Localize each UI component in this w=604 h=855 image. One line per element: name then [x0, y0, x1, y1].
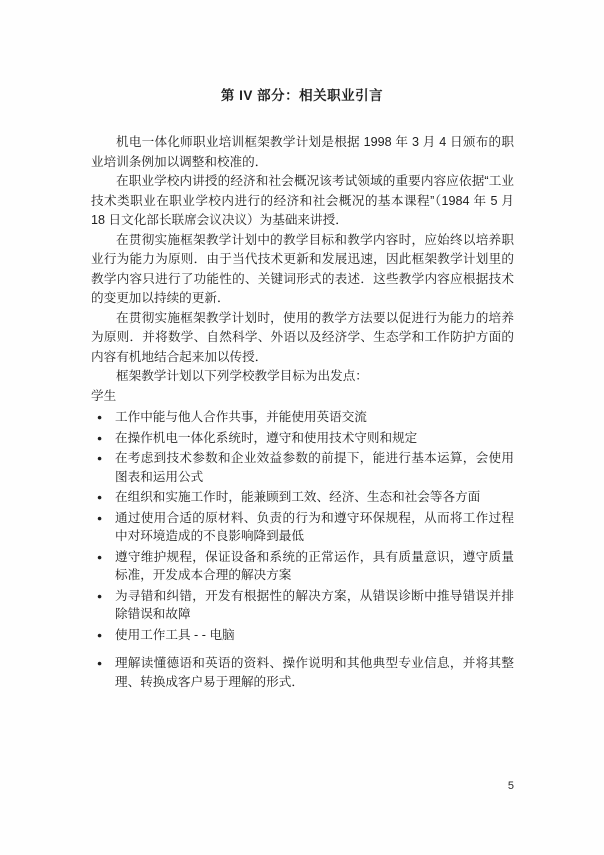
- list-item-text: 通过使用合适的原材料、负责的行为和遵守环保规程，从而将工作过程中对环境造成的不良影响降到最低: [115, 510, 514, 543]
- bullet-icon: ●: [97, 412, 103, 422]
- list-item: [91, 449, 514, 486]
- bullet-icon: ●: [97, 629, 103, 640]
- list-item: [91, 408, 514, 427]
- paragraph-4: 在贯彻实施框架教学计划时，使用的教学方法要以促进行为能力的培养为原则．并将数学、自然科学、外语以及经济学、生态学和工作防护方面的内容有机地结合起来加以传授．: [91, 310, 514, 364]
- bullet-list: [91, 408, 514, 691]
- paragraph-5: 框架教学计划以下列学校教学目标为出发点：: [116, 369, 368, 383]
- bullet-icon: ●: [97, 512, 103, 523]
- list-item-text: 工作中能与他人合作共事，并能使用英语交流: [115, 410, 367, 424]
- bullet-icon: ●: [97, 492, 103, 502]
- list-item: [91, 429, 514, 448]
- list-item: [91, 509, 514, 546]
- list-item-text: 理解读懂德语和英语的资料、操作说明和其他典型专业信息，并将其整理、转换成客户易于理解的形式．: [115, 656, 514, 689]
- list-item-text: 遵守维护规程，保证设备和系统的正常运作，具有质量意识，遵守质量标准，开发成本合理的解决方案: [115, 549, 514, 582]
- paragraph-2: 在职业学校内讲授的经济和社会概况该考试领域的重要内容应依据“工业技术类职业在职业学校内进行的经济和社会概况的基本课程”（1984 年 5 月 18 日文化部长联席会议决议）为基础来讲授．: [91, 174, 514, 227]
- paragraph-3: 在贯彻实施框架教学计划中的教学目标和教学内容时，应始终以培养职业行为能力为原则．由于当代技术更新和发展迅速，因此框架教学计划里的教学内容只进行了功能性的、关键词形式的表述．这些教学内容应根据技术的变更加以持续的更新．: [91, 232, 514, 305]
- list-item-text: 在组织和实施工作时，能兼顾到工效、经济、生态和社会等各方面: [115, 490, 481, 504]
- bullet-icon: ●: [97, 432, 103, 443]
- list-item-text: 为寻错和纠错，开发有根据性的解决方案，从错误诊断中推导错误并排除错误和故障: [115, 588, 514, 621]
- bullet-icon: ●: [97, 551, 103, 562]
- lead-in-students: 学生: [91, 388, 117, 403]
- list-item: [91, 654, 514, 691]
- list-item: [91, 626, 514, 645]
- paragraph-1: 机电一体化师职业培训框架教学计划是根据 1998 年 3 月 4 日颁布的职业培训条例加以调整和校准的．: [91, 135, 514, 169]
- page-number: 5: [507, 780, 514, 792]
- list-item-text: 在考虑到技术参数和企业效益参数的前提下，能进行基本运算，会使用图表和运用公式: [115, 451, 514, 484]
- list-item-text: 使用工作工具 - - 电脑: [115, 627, 235, 642]
- bullet-icon: ●: [97, 590, 103, 601]
- page-title: 第 IV 部分：相关职业引言: [220, 88, 384, 103]
- bullet-icon: ●: [97, 658, 103, 668]
- document-body: [91, 133, 514, 691]
- bullet-icon: ●: [97, 453, 103, 463]
- list-item: [91, 587, 514, 624]
- list-item: [91, 488, 514, 507]
- list-item: [91, 548, 514, 585]
- list-item-text: 在操作机电一体化系统时，遵守和使用技术守则和规定: [115, 430, 418, 445]
